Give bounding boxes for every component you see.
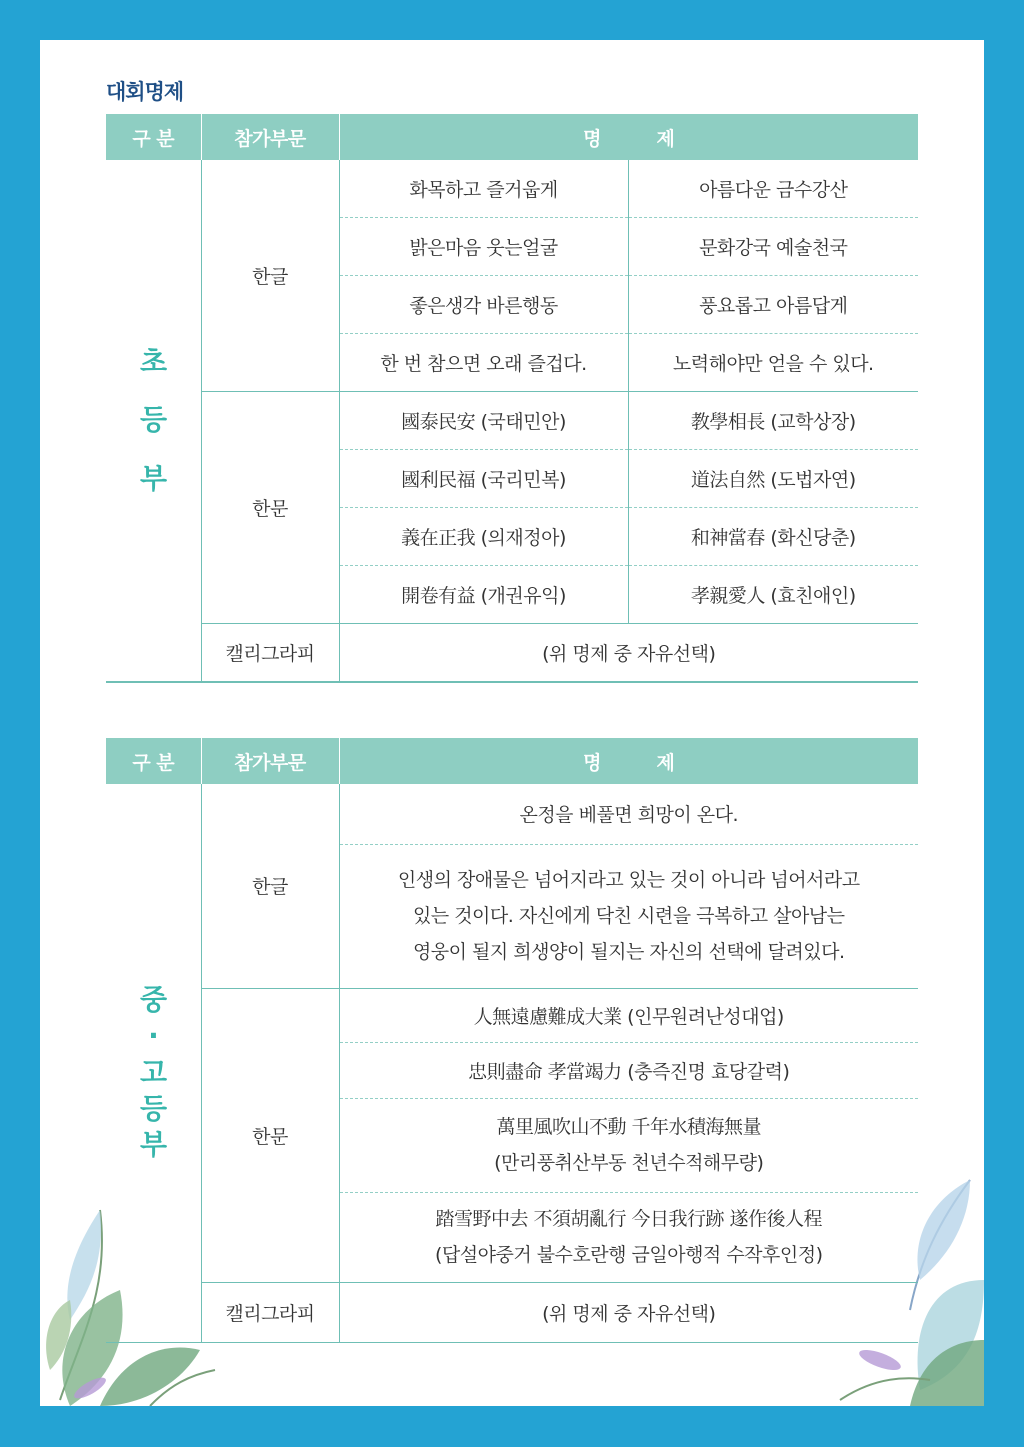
theme-line: (만리풍취산부동 천년수적해무량) [494,1152,764,1174]
section-char: 초 [139,344,167,378]
category-hangul: 한글 [201,160,339,391]
theme-cell: 和神當春 (화신당춘) [628,507,918,565]
theme-cell: 開卷有益 (개권유익) [339,565,628,623]
theme-cell: 화목하고 즐거웁게 [339,160,628,217]
theme-cell: 忠則盡命 孝當竭力 (충즉진명 효당갈력) [339,1042,918,1098]
theme-cell: 한 번 참으면 오래 즐겁다. [339,333,628,391]
theme-cell: 教學相長 (교학상장) [628,391,918,449]
theme-cell: 孝親愛人 (효친애인) [628,565,918,623]
header-division: 구 분 [106,114,201,160]
section-elementary [106,160,201,682]
theme-cell: 義在正我 (의재정아) [339,507,628,565]
theme-cell: 온정을 베풀면 희망이 온다. [339,784,918,844]
theme-cell: 좋은생각 바른행동 [339,275,628,333]
category-calligraphy: 캘리그라피 [201,623,339,682]
theme-cell-multiline [339,1192,918,1282]
section-char: 중 [139,982,167,1016]
header-theme: 명 제 [339,114,918,160]
theme-cell: 노력해야만 얻을 수 있다. [628,333,918,391]
category-hanmun: 한문 [201,988,339,1282]
theme-line: 있는 것이다. 자신에게 닥친 시련을 극복하고 살아남는 [412,905,845,927]
theme-line: 萬里風吹山不動 千年水積海無量 [496,1116,762,1138]
section-char: 고 [139,1055,167,1089]
page-title: 대회명제 [106,80,184,104]
section-char: 등 [139,403,167,437]
table-header [106,738,918,784]
category-hangul: 한글 [201,784,339,988]
theme-line: 踏雪野中去 不須胡亂行 今日我行跡 遂作後人程 [435,1208,823,1230]
header-category: 참가부문 [201,114,339,160]
theme-cell: 풍요롭고 아름답게 [628,275,918,333]
header-category: 참가부문 [201,738,339,784]
theme-cell: 밝은마음 웃는얼굴 [339,217,628,275]
header-theme: 명 제 [339,738,918,784]
header-division: 구 분 [106,738,201,784]
secondary-table [106,738,918,1343]
theme-cell-multiline [339,1098,918,1192]
section-char: 등 [139,1091,167,1125]
section-char: 부 [139,1128,167,1162]
theme-cell-multiline [339,844,918,988]
theme-cell: 아름다운 금수강산 [628,160,918,217]
theme-cell: 人無遠慮難成大業 (인무원려난성대업) [339,988,918,1042]
elementary-table [106,114,918,683]
theme-cell: 문화강국 예술천국 [628,217,918,275]
theme-cell: 國利民福 (국리민복) [339,449,628,507]
category-calligraphy: 캘리그라피 [201,1282,339,1342]
theme-cell: (위 명제 중 자유선택) [339,623,918,682]
section-char: · [148,1019,159,1053]
section-char: 부 [139,461,167,495]
theme-cell: (위 명제 중 자유선택) [339,1282,918,1342]
theme-line: 영웅이 될지 희생양이 될지는 자신의 선택에 달려있다. [412,941,845,963]
theme-line: (답설야중거 불수호란행 금일아행적 수작후인정) [434,1244,823,1266]
theme-line: 인생의 장애물은 넘어지라고 있는 것이 아니라 넘어서라고 [397,869,860,891]
category-hanmun: 한문 [201,391,339,623]
section-secondary [106,784,201,1342]
table-header [106,114,918,160]
theme-cell: 國泰民安 (국태민안) [339,391,628,449]
theme-cell: 道法自然 (도법자연) [628,449,918,507]
